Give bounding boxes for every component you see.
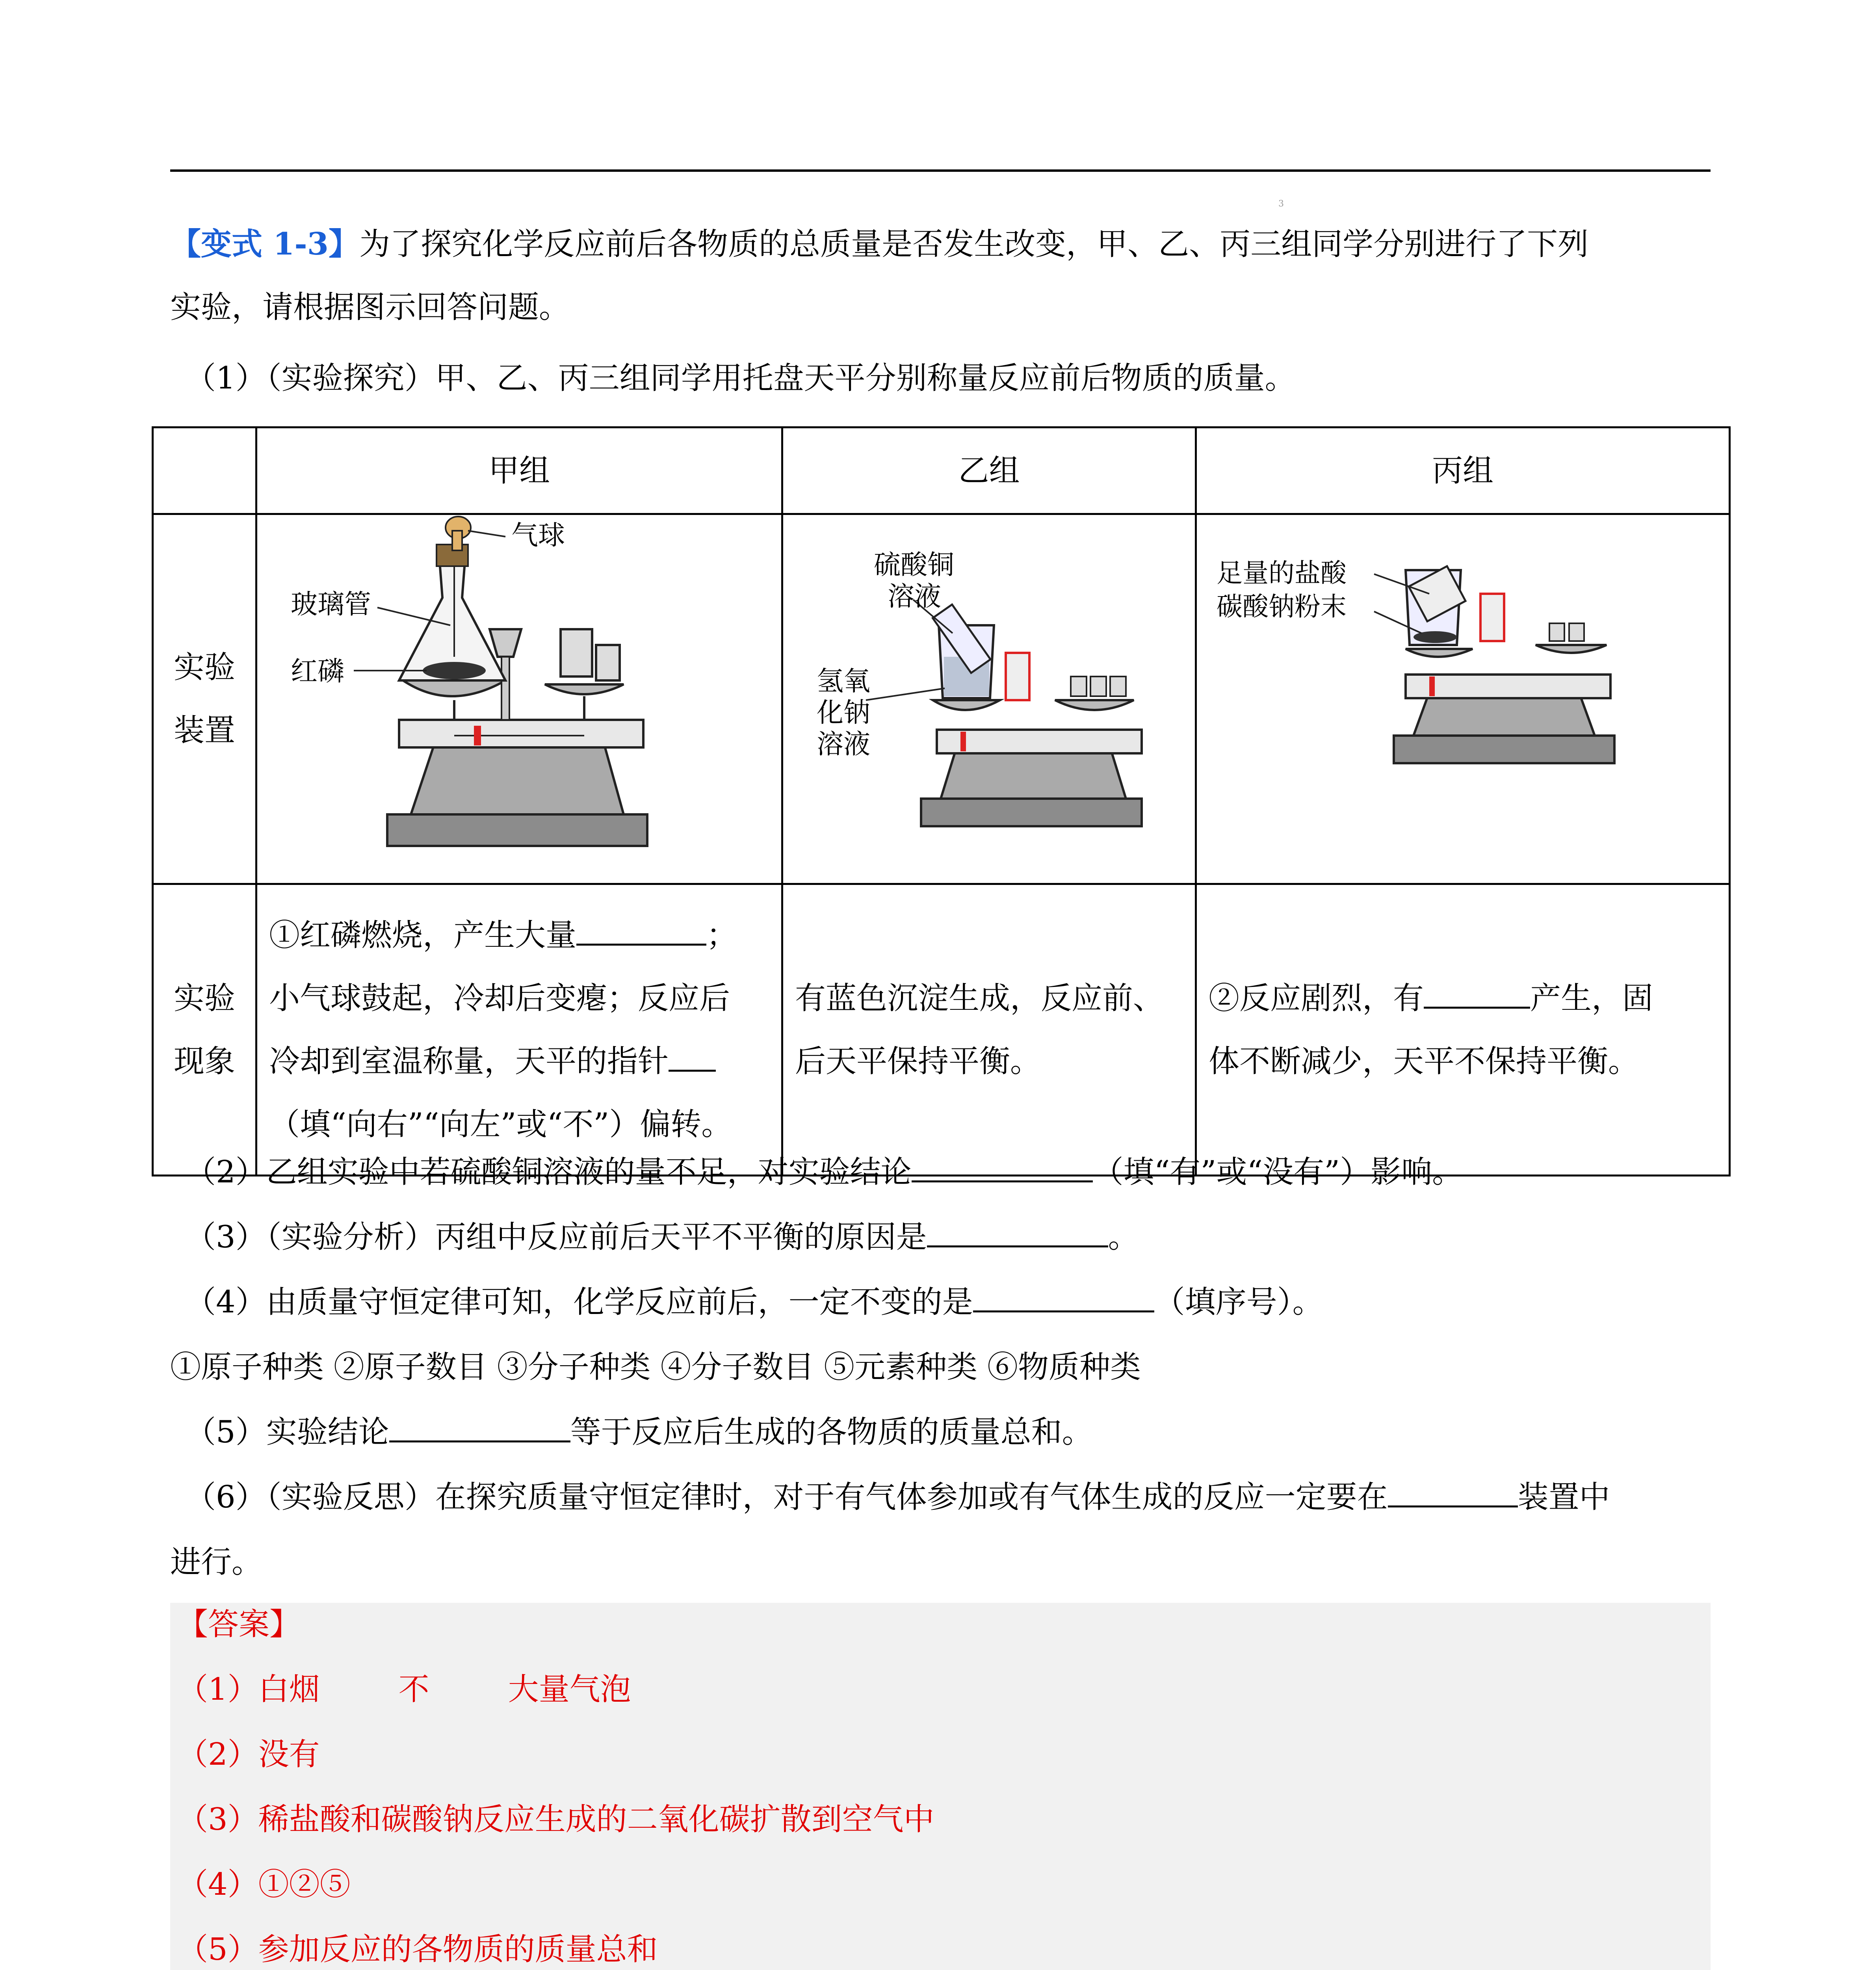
label-copper-sulfate: 硫酸铜 [874, 550, 955, 581]
yi-apparatus-figure [782, 514, 1196, 884]
row-label-apparatus: 实验 装置 [153, 514, 256, 884]
blank-part-6[interactable] [1388, 1478, 1518, 1507]
experiment-table [152, 426, 1731, 1176]
label-red-phosphorus: 红磷 [291, 656, 345, 687]
header-page-mark: 3 [1278, 199, 1284, 209]
question-intro-line2: 实验，请根据图示回答问题。 [170, 290, 570, 325]
bing-apparatus-figure [1196, 514, 1730, 884]
jia-apparatus-figure [256, 514, 782, 884]
answer-3: （3）稀盐酸和碳酸钠反应生成的二氧化碳扩散到空气中 [177, 1802, 934, 1837]
yi-balance-illustration [795, 515, 1183, 862]
label-sodium-carbonate: 碳酸钠粉末 [1217, 591, 1347, 622]
blank-part-5[interactable] [389, 1413, 570, 1442]
blank-bing-1[interactable] [1424, 979, 1530, 1009]
jia-balance-illustration [269, 515, 769, 862]
jia-phenomenon: ①红磷燃烧，产生大量 ； 小气球鼓起，冷却后变瘪；反应后 冷却到室温称量，天平的指针 （填“向右”“向左”或“不”）偏转。 [256, 884, 782, 1176]
answer-5: （5）参加反应的各物质的质量总和 [177, 1932, 658, 1967]
label-sodium-oxide: 化钠 [817, 697, 871, 729]
answer-section [170, 1603, 1711, 1970]
question-tag: 【变式 1-3】 [170, 226, 360, 262]
answer-1: （1）白烟 不 大量气泡 [177, 1672, 631, 1707]
label-glass-tube: 玻璃管 [291, 589, 371, 620]
label-hydrochloric-acid: 足量的盐酸 [1217, 558, 1347, 588]
blank-part-2[interactable] [912, 1153, 1093, 1182]
label-hydro: 氢氧 [817, 666, 871, 697]
header-rule [170, 169, 1711, 172]
label-balloon: 气球 [511, 520, 565, 551]
part-3: （3）（实验分析）丙组中反应前后天平不平衡的原因是 。 [185, 1215, 1726, 1259]
label-solution-b: 溶液 [817, 729, 871, 760]
blank-part-4[interactable] [973, 1283, 1154, 1312]
bing-phenomenon: ②反应剧烈，有 产生，固 体不断减少，天平不保持平衡。 [1196, 884, 1730, 1176]
table-corner-cell [153, 427, 256, 514]
part-4-options: ①原子种类 ②原子数目 ③分子种类 ④分子数目 ⑤元素种类 ⑥物质种类 [170, 1349, 1141, 1385]
header-yi: 乙组 [782, 427, 1196, 514]
label-solution-a: 溶液 [888, 581, 942, 612]
blank-part-3[interactable] [927, 1218, 1108, 1247]
blank-jia-2[interactable] [669, 1042, 716, 1072]
part-6: （6）（实验反思）在探究质量守恒定律时，对于有气体参加或有气体生成的反应一定要在 装置中 [185, 1476, 1726, 1519]
answer-4: （4）①②⑤ [177, 1867, 351, 1902]
bing-balance-illustration [1209, 515, 1717, 862]
yi-phenomenon: 有蓝色沉淀生成，反应前、 后天平保持平衡。 [782, 884, 1196, 1176]
question-part1: （1）（实验探究）甲、乙、丙三组同学用托盘天平分别称量反应前后物质的质量。 [185, 361, 1296, 396]
part-6-continued: 进行。 [170, 1544, 263, 1580]
part-5: （5）实验结论 等于反应后生成的各物质的质量总和。 [185, 1411, 1726, 1454]
header-bing: 丙组 [1196, 427, 1730, 514]
question-intro-line1: 【变式 1-3】为了探究化学反应前后各物质的总质量是否发生改变，甲、乙、丙三组同学分别进行了下列 [170, 226, 1589, 262]
part-4: （4）由质量守恒定律可知，化学反应前后，一定不变的是 （填序号）。 [185, 1280, 1726, 1324]
header-jia: 甲组 [256, 427, 782, 514]
answer-2: （2）没有 [177, 1737, 320, 1772]
row-label-phenomenon: 实验 现象 [153, 884, 256, 1176]
answer-title: 【答案】 [177, 1607, 301, 1642]
part-2: （2）乙组实验中若硫酸铜溶液的量不足，对实验结论 （填“有”或“没有”）影响。 [185, 1150, 1726, 1194]
blank-jia-1[interactable] [576, 916, 706, 946]
